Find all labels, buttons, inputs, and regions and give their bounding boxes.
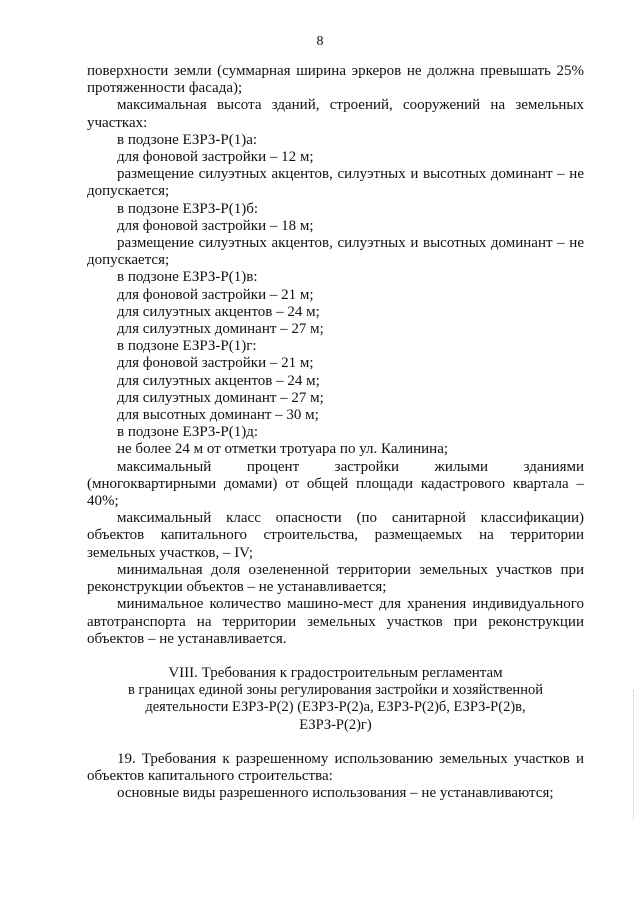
paragraph: в подзоне ЕЗРЗ-Р(1)в: <box>117 269 258 286</box>
page-number: 8 <box>316 34 324 49</box>
paragraph: размещение силуэтных акцентов, силуэтных и высотных доминант – не допускается; <box>87 235 584 269</box>
paragraph: для фоновой застройки – 21 м; <box>117 355 314 372</box>
paragraph: для фоновой застройки – 18 м; <box>117 217 314 234</box>
section-heading <box>87 665 584 734</box>
section-heading-line: ЕЗРЗ-Р(2)г) <box>299 716 372 733</box>
paragraph: максимальная высота зданий, строений, сооружений на земельных участках: <box>87 97 584 131</box>
paragraph: поверхности земли (суммарная ширина эркеров не должна превышать 25% протяженности фасада); <box>87 63 584 97</box>
margin-mark <box>630 690 634 820</box>
section-heading-line: VIII. Требования к градостроительным регламентам <box>168 664 503 681</box>
paragraph: в подзоне ЕЗРЗ-Р(1)д: <box>117 424 259 441</box>
paragraph: основные виды разрешенного использования – не устанавливаются; <box>117 785 554 802</box>
paragraph: 19. Требования к разрешенному использованию земельных участков и объектов капитального строительства: <box>87 750 584 784</box>
document-body <box>87 63 584 802</box>
section-heading-line: деятельности ЕЗРЗ-Р(2) (ЕЗРЗ-Р(2)а, ЕЗРЗ-Р(2)б, ЕЗРЗ-Р(2)в, <box>145 699 526 716</box>
section-heading-line: в границах единой зоны регулирования застройки и хозяйственной <box>128 682 543 699</box>
paragraph: в подзоне ЕЗРЗ-Р(1)б: <box>117 200 259 217</box>
paragraph: размещение силуэтных акцентов, силуэтных и высотных доминант – не допускается; <box>87 166 584 200</box>
paragraph: максимальный класс опасности (по санитарной классификации) объектов капитального строительства, размещаемых на территории земельных участков, – IV; <box>87 510 584 561</box>
paragraph: для фоновой застройки – 21 м; <box>117 286 314 303</box>
paragraph-group-section-19 <box>87 751 584 803</box>
paragraph: для высотных доминант – 30 м; <box>117 407 319 424</box>
paragraph: для силуэтных доминант – 27 м; <box>117 321 324 338</box>
paragraph: для силуэтных акцентов – 24 м; <box>117 303 320 320</box>
paragraph: для силуэтных доминант – 27 м; <box>117 389 324 406</box>
paragraph: минимальное количество машино-мест для хранения индивидуального автотранспорта на территории земельных участков при реконструкции объектов – не устанавливается. <box>87 596 584 647</box>
paragraph: в подзоне ЕЗРЗ-Р(1)а: <box>117 131 258 148</box>
paragraph: минимальная доля озелененной территории земельных участков при реконструкции объектов – не устанавливается; <box>87 561 584 596</box>
paragraph: для фоновой застройки – 12 м; <box>117 149 314 166</box>
paragraph-group-regulations <box>87 63 584 648</box>
paragraph: максимальный процент застройки жилыми зданиями (многоквартирными домами) от общей площади кадастрового квартала – 40%; <box>87 458 584 510</box>
paragraph: в подзоне ЕЗРЗ-Р(1)г: <box>117 338 257 355</box>
paragraph: не более 24 м от отметки тротуара по ул. Калинина; <box>117 441 449 458</box>
paragraph: для силуэтных акцентов – 24 м; <box>117 372 320 389</box>
